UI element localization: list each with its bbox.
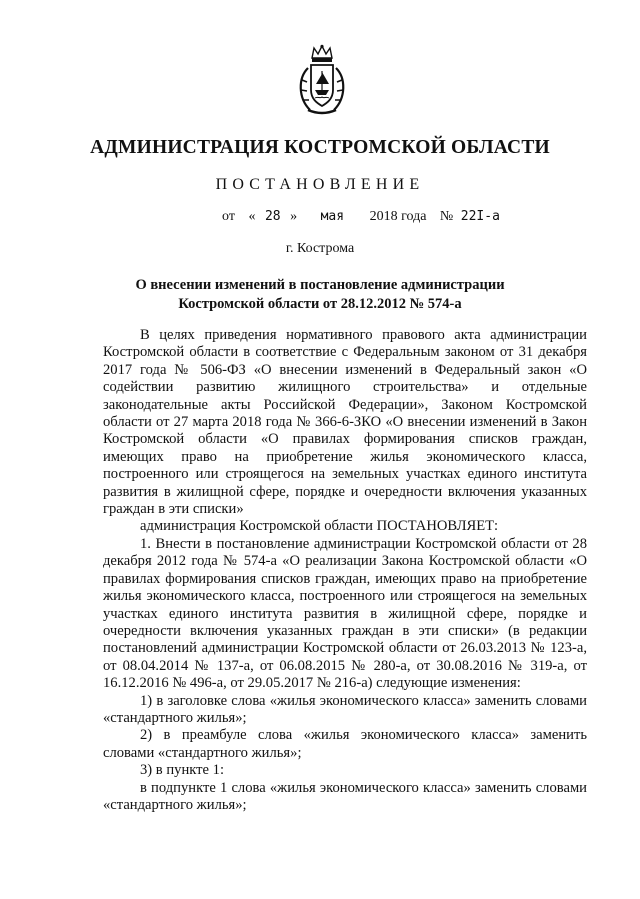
document-date-line — [222, 209, 500, 225]
date-quote-open: « — [248, 209, 256, 224]
subject-line: Костромской области от 28.12.2012 № 574-а — [178, 296, 462, 312]
subject-line: О внесении изменений в постановление администрации — [135, 277, 505, 293]
organization-title: АДМИНИСТРАЦИЯ КОСТРОМСКОЙ ОБЛАСТИ — [90, 137, 550, 158]
document-subject — [0, 276, 640, 314]
body-paragraph: 1. Внести в постановление администрации Костромской области от 28 декабря 2012 года № 574-а «О реализации Закона Костромской области «О правилах формирования списков граждан, имеющих право на приобретение жилья экономического класса, построенного или строящегося на земельных участках единого института развития в жилищной сфере, порядке и очередности включения указанных граждан в эти списки» (в редакции постановлений администрации Костромской области от 26.03.2013 № 123-а, от 08.04.2014 № 137-а, от 06.08.2015 № 280-а, от 30.08.2016 № 319-а, от 16.12.2016 № 496-а, от 29.05.2017 № 216-а) следующие изменения: — [103, 535, 587, 692]
city: г. Кострома — [285, 241, 355, 256]
number-sign: № — [439, 209, 454, 224]
body-paragraph: В целях приведения нормативного правового акта администрации Костромской области в соответствие с Федеральным законом от 31 декабря 2017 года № 506-ФЗ «О внесении изменений в Федеральный закон «О содействии развитию жилищного строительства» и отдельные законодательные акты Российской Федерации», Законом Костромской области от 27 марта 2018 года № 366-6-ЗКО «О внесении изменений в Закон Костромской области «О правилах формирования списков граждан, имеющих право на приобретение жилья экономического класса, построенного или строящегося на земельных участках единого института развития в жилищной сфере, порядке и очередности включения указанных граждан в эти списки» — [103, 327, 587, 518]
coat-of-arms-icon — [296, 44, 348, 118]
document-number: 22I-а — [460, 209, 500, 224]
date-month: мая — [320, 209, 345, 224]
body-paragraph: 2) в преамбуле слова «жилья экономического класса» заменить словами «стандартного жилья»; — [103, 727, 587, 761]
date-quote-close: » — [290, 209, 298, 224]
document-type: ПОСТАНОВЛЕНИЕ — [215, 176, 425, 193]
date-prefix: от — [222, 209, 235, 224]
body-paragraph: 1) в заголовке слова «жилья экономического класса» заменить словами «стандартного жилья»; — [103, 692, 587, 726]
body-paragraph: 3) в пункте 1: — [140, 762, 225, 779]
body-paragraph: администрация Костромской области ПОСТАНОВЛЯЕТ: — [140, 518, 499, 535]
date-year: 2018 года — [369, 209, 427, 224]
date-day: 28 — [264, 209, 281, 224]
document-body — [103, 327, 587, 814]
body-paragraph: в подпункте 1 слова «жилья экономического класса» заменить словами «стандартного жилья»; — [103, 779, 587, 813]
